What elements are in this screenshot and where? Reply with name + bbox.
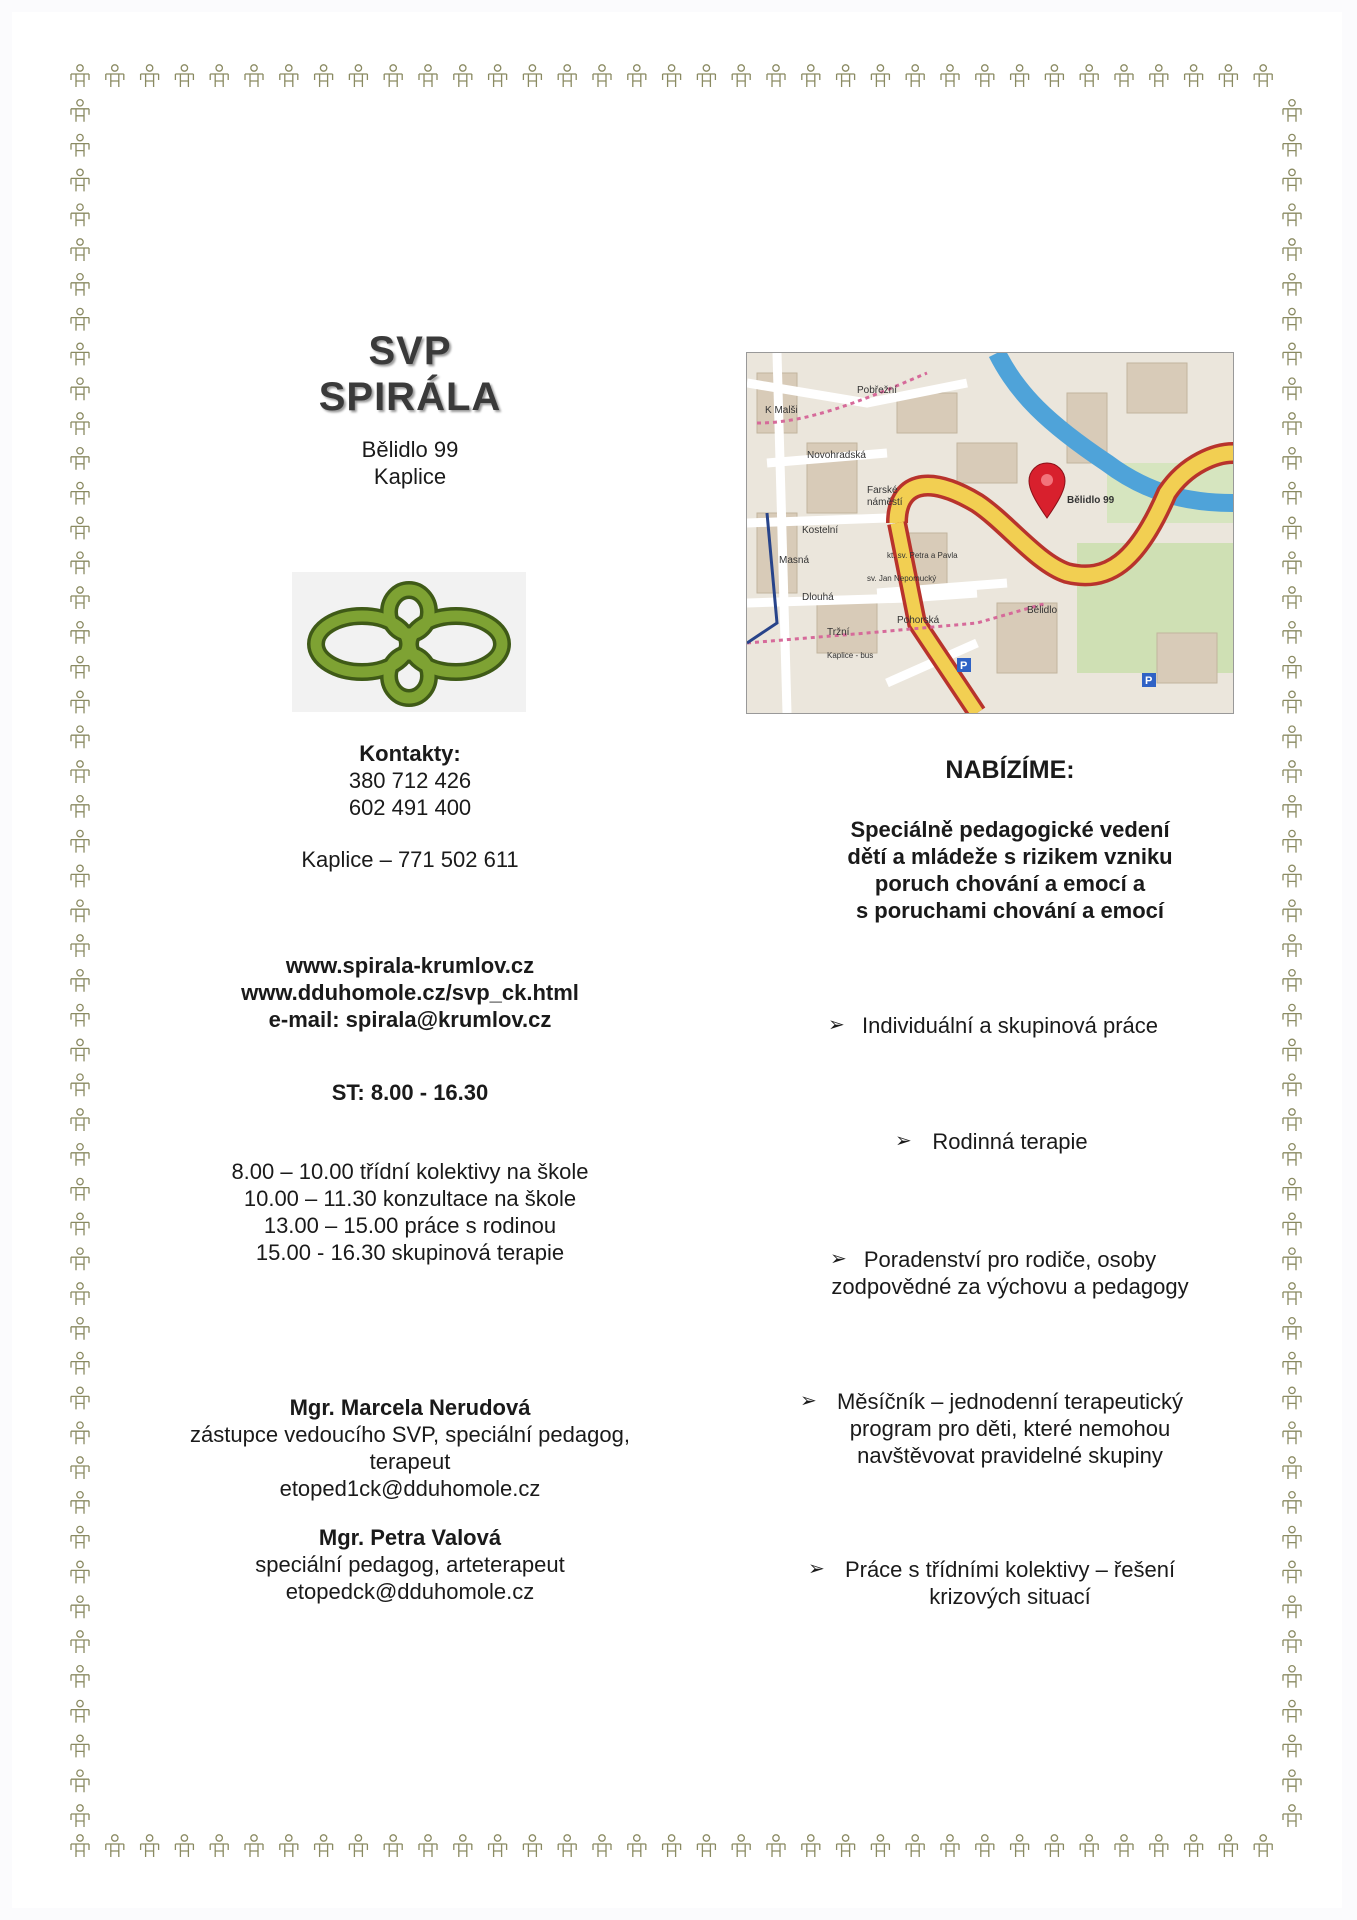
map-label: Kaplice - bus	[827, 651, 874, 660]
street-map	[747, 353, 1233, 713]
phone-2: 602 491 400	[348, 795, 472, 820]
person-figure-icon	[1283, 1666, 1301, 1688]
hours-block	[180, 1079, 640, 1106]
person-figure-icon	[1283, 517, 1301, 539]
address-street: Bělidlo 99	[361, 437, 459, 462]
person-figure-icon	[454, 65, 472, 87]
staff-name: Mgr. Marcela Nerudová	[289, 1395, 531, 1420]
person-figure-icon	[71, 622, 89, 644]
person-figure-icon	[71, 1144, 89, 1166]
person-figure-icon	[767, 1835, 785, 1857]
person-figure-icon	[1045, 65, 1063, 87]
map-label: Novohradská	[807, 450, 866, 461]
person-figure-icon	[106, 1835, 124, 1857]
person-figure-icon	[71, 1422, 89, 1444]
person-figure-icon	[71, 1039, 89, 1061]
person-figure-icon	[1283, 204, 1301, 226]
person-figure-icon	[1283, 691, 1301, 713]
intro-line: poruch chování a emocí a	[874, 871, 1146, 896]
person-figure-icon	[1283, 552, 1301, 574]
person-figure-icon	[1283, 1039, 1301, 1061]
person-figure-icon	[71, 1283, 89, 1305]
person-figure-icon	[871, 1835, 889, 1857]
title-spirala: SPIRÁLA	[318, 375, 502, 419]
person-figure-icon	[71, 204, 89, 226]
staff-block-1	[180, 1394, 640, 1502]
person-figure-icon	[837, 65, 855, 87]
person-figure-icon	[141, 65, 159, 87]
knot-logo-icon	[292, 572, 526, 712]
staff-block-2	[180, 1524, 640, 1605]
person-figure-icon	[1283, 1178, 1301, 1200]
person-figure-icon	[210, 1835, 228, 1857]
person-figure-icon	[1283, 1770, 1301, 1792]
intro-line: s poruchami chování a emocí	[855, 898, 1165, 923]
intro-line: Speciálně pedagogické vedení	[850, 817, 1170, 842]
web-block	[180, 952, 640, 1033]
arrow-bullet-icon: ➢	[830, 1248, 847, 1270]
person-figure-icon	[1045, 1835, 1063, 1857]
person-figure-icon	[71, 1526, 89, 1548]
person-figure-icon	[71, 900, 89, 922]
schedule-item: 15.00 - 16.30 skupinová terapie	[255, 1240, 565, 1265]
person-figure-icon	[1283, 1144, 1301, 1166]
person-figure-icon	[523, 65, 541, 87]
person-figure-icon	[1219, 1835, 1237, 1857]
website-link-1[interactable]: www.spirala-krumlov.cz	[285, 953, 535, 978]
staff-email[interactable]: etopedck@dduhomole.cz	[285, 1579, 535, 1604]
staff-role: terapeut	[369, 1449, 451, 1474]
person-figure-icon	[71, 134, 89, 156]
person-figure-icon	[1283, 1735, 1301, 1757]
person-figure-icon	[1283, 1596, 1301, 1618]
person-figure-icon	[1283, 656, 1301, 678]
phone-1: 380 712 426	[348, 768, 472, 793]
person-figure-icon	[1283, 1631, 1301, 1653]
person-figure-icon	[71, 517, 89, 539]
person-figure-icon	[732, 65, 750, 87]
person-figure-icon	[71, 1561, 89, 1583]
person-figure-icon	[71, 1352, 89, 1374]
person-figure-icon	[71, 1109, 89, 1131]
person-figure-icon	[1150, 1835, 1168, 1857]
person-figure-icon	[71, 1631, 89, 1653]
map-label: náměstí	[867, 497, 903, 508]
person-figure-icon	[1115, 1835, 1133, 1857]
person-figure-icon	[349, 65, 367, 87]
person-figure-icon	[1283, 1422, 1301, 1444]
person-figure-icon	[175, 65, 193, 87]
person-figure-icon	[976, 65, 994, 87]
person-figure-icon	[71, 1492, 89, 1514]
person-figure-icon	[71, 1805, 89, 1827]
person-figure-icon	[1283, 1387, 1301, 1409]
svg-text:P: P	[1145, 675, 1153, 687]
offer-item: ➢ Poradenství pro rodiče, osoby zodpovědné za výchovu a pedagogy	[830, 1247, 1189, 1299]
person-figure-icon	[802, 65, 820, 87]
person-figure-icon	[1283, 1074, 1301, 1096]
schedule-item: 8.00 – 10.00 třídní kolektivy na škole	[231, 1159, 589, 1184]
person-figure-icon	[71, 413, 89, 435]
person-figure-icon	[1283, 622, 1301, 644]
map-label: sv. Jan Nepomucký	[867, 574, 937, 583]
person-figure-icon	[663, 65, 681, 87]
person-figure-icon	[1283, 726, 1301, 748]
person-figure-icon	[210, 65, 228, 87]
person-figure-icon	[489, 1835, 507, 1857]
offer-item: ➢ Rodinná terapie	[895, 1129, 1088, 1154]
opening-hours: ST: 8.00 - 16.30	[331, 1080, 489, 1105]
person-figure-icon	[71, 169, 89, 191]
logo	[292, 572, 526, 712]
person-figure-icon	[628, 1835, 646, 1857]
person-figure-icon	[71, 1178, 89, 1200]
person-figure-icon	[71, 1735, 89, 1757]
schedule-block	[180, 1158, 640, 1266]
person-figure-icon	[71, 308, 89, 330]
person-figure-icon	[71, 378, 89, 400]
person-figure-icon	[71, 587, 89, 609]
person-figure-icon	[71, 830, 89, 852]
person-figure-icon	[1283, 1805, 1301, 1827]
person-figure-icon	[1283, 448, 1301, 470]
person-figure-icon	[1254, 1835, 1272, 1857]
person-figure-icon	[1283, 970, 1301, 992]
person-figure-icon	[941, 1835, 959, 1857]
map-label: Farské	[867, 485, 898, 496]
person-figure-icon	[71, 1004, 89, 1026]
map-label: Bělidlo	[1027, 605, 1058, 616]
offer-item: ➢ Individuální a skupinová práce	[828, 1013, 1158, 1038]
map-label: K Malši	[765, 405, 798, 416]
person-figure-icon	[1283, 900, 1301, 922]
person-figure-icon	[1283, 935, 1301, 957]
person-figure-icon	[593, 65, 611, 87]
offer-item: ➢ Měsíčník – jednodenní terapeutický program pro děti, které nemohou navštěvovat pravidelné skupiny	[800, 1389, 1184, 1468]
person-figure-icon	[280, 65, 298, 87]
person-figure-icon	[1219, 65, 1237, 87]
person-figure-icon	[71, 970, 89, 992]
person-figure-icon	[1283, 1700, 1301, 1722]
person-figure-icon	[71, 726, 89, 748]
person-figure-icon	[71, 1457, 89, 1479]
person-figure-icon	[315, 1835, 333, 1857]
person-figure-icon	[106, 65, 124, 87]
person-figure-icon	[1283, 1457, 1301, 1479]
person-figure-icon	[419, 65, 437, 87]
person-figure-icon	[454, 1835, 472, 1857]
person-figure-icon	[767, 65, 785, 87]
person-figure-icon	[558, 1835, 576, 1857]
person-figure-icon	[1283, 761, 1301, 783]
person-figure-icon	[1283, 1526, 1301, 1548]
person-figure-icon	[349, 1835, 367, 1857]
offer-heading: NABÍZÍME:	[945, 756, 1075, 784]
person-figure-icon	[976, 1835, 994, 1857]
person-figure-icon	[71, 274, 89, 296]
person-figure-icon	[1283, 796, 1301, 818]
person-figure-icon	[1185, 1835, 1203, 1857]
person-figure-icon	[1283, 1213, 1301, 1235]
address-city: Kaplice	[373, 464, 447, 489]
person-figure-icon	[71, 1770, 89, 1792]
person-figure-icon	[71, 1318, 89, 1340]
map-label: Kostelní	[802, 525, 839, 536]
map-label: Pobřežní	[857, 385, 898, 396]
person-figure-icon	[1283, 587, 1301, 609]
person-figure-icon	[1283, 274, 1301, 296]
website-link-2[interactable]: www.dduhomole.cz/svp_ck.html	[241, 980, 579, 1005]
person-figure-icon	[1283, 100, 1301, 122]
person-figure-icon	[71, 1596, 89, 1618]
person-figure-icon	[245, 65, 263, 87]
offer-intro	[780, 816, 1240, 924]
location-map[interactable]	[746, 352, 1234, 714]
person-figure-icon	[175, 1835, 193, 1857]
map-label: Tržní	[827, 627, 850, 638]
person-figure-icon	[523, 1835, 541, 1857]
person-figure-icon	[1283, 378, 1301, 400]
person-figure-icon	[71, 1074, 89, 1096]
person-figure-icon	[71, 239, 89, 261]
person-figure-icon	[384, 1835, 402, 1857]
person-figure-icon	[71, 796, 89, 818]
person-figure-icon	[1283, 1248, 1301, 1270]
person-figure-icon	[71, 865, 89, 887]
arrow-bullet-icon: ➢	[895, 1130, 912, 1152]
person-figure-icon	[71, 761, 89, 783]
title-svp: SVP	[368, 329, 452, 373]
person-figure-icon	[697, 65, 715, 87]
map-label: Masná	[779, 555, 810, 566]
person-figure-icon	[1283, 1109, 1301, 1131]
person-figure-icon	[489, 65, 507, 87]
staff-role: speciální pedagog, arteterapeut	[255, 1552, 565, 1577]
person-figure-icon	[558, 65, 576, 87]
map-label: Bělidlo 99	[1067, 495, 1115, 506]
person-figure-icon	[628, 65, 646, 87]
person-figure-icon	[1283, 169, 1301, 191]
person-figure-icon	[1011, 1835, 1029, 1857]
person-figure-icon	[1283, 1283, 1301, 1305]
person-figure-icon	[1283, 482, 1301, 504]
person-figure-icon	[663, 1835, 681, 1857]
person-figure-icon	[837, 1835, 855, 1857]
person-figure-icon	[71, 100, 89, 122]
parking-icon	[1142, 673, 1156, 687]
arrow-bullet-icon: ➢	[828, 1014, 845, 1036]
person-figure-icon	[593, 1835, 611, 1857]
person-figure-icon	[1283, 239, 1301, 261]
person-figure-icon	[71, 656, 89, 678]
contacts-block	[180, 740, 640, 873]
arrow-bullet-icon: ➢	[800, 1390, 817, 1412]
offer-item: ➢ Práce s třídními kolektivy – řešení krizových situací	[808, 1557, 1176, 1609]
person-figure-icon	[802, 1835, 820, 1857]
person-figure-icon	[71, 1213, 89, 1235]
person-figure-icon	[1080, 65, 1098, 87]
person-figure-icon	[1185, 65, 1203, 87]
person-figure-icon	[906, 65, 924, 87]
person-figure-icon	[1254, 65, 1272, 87]
person-figure-icon	[1011, 65, 1029, 87]
person-figure-icon	[1283, 343, 1301, 365]
person-figure-icon	[71, 1248, 89, 1270]
person-figure-icon	[71, 448, 89, 470]
svg-text:P: P	[960, 660, 968, 672]
staff-email[interactable]: etoped1ck@dduhomole.cz	[279, 1476, 541, 1501]
person-figure-icon	[1283, 413, 1301, 435]
map-label: kt. sv. Petra a Pavla	[887, 551, 958, 560]
person-figure-icon	[1115, 65, 1133, 87]
person-figure-icon	[1283, 1352, 1301, 1374]
staff-name: Mgr. Petra Valová	[318, 1525, 502, 1550]
person-figure-icon	[1283, 308, 1301, 330]
arrow-bullet-icon: ➢	[808, 1558, 825, 1580]
person-figure-icon	[906, 1835, 924, 1857]
map-label: Pohorská	[897, 615, 940, 626]
person-figure-icon	[315, 65, 333, 87]
person-figure-icon	[141, 1835, 159, 1857]
person-figure-icon	[1283, 134, 1301, 156]
header-block	[180, 328, 640, 490]
phone-kaplice: Kaplice – 771 502 611	[301, 847, 519, 872]
person-figure-icon	[280, 1835, 298, 1857]
schedule-item: 10.00 – 11.30 konzultace na škole	[243, 1186, 577, 1211]
person-figure-icon	[1150, 65, 1168, 87]
parking-icon	[957, 658, 971, 672]
person-figure-icon	[71, 1700, 89, 1722]
intro-line: dětí a mládeže s rizikem vzniku	[847, 844, 1173, 869]
person-figure-icon	[1283, 1561, 1301, 1583]
person-figure-icon	[1283, 1004, 1301, 1026]
person-figure-icon	[1283, 865, 1301, 887]
person-figure-icon	[71, 691, 89, 713]
person-figure-icon	[384, 65, 402, 87]
person-figure-icon	[732, 1835, 750, 1857]
staff-role: zástupce vedoucího SVP, speciální pedagog,	[190, 1422, 630, 1447]
person-figure-icon	[1080, 1835, 1098, 1857]
person-figure-icon	[1283, 1492, 1301, 1514]
person-figure-icon	[71, 343, 89, 365]
email-link[interactable]: e-mail: spirala@krumlov.cz	[268, 1007, 552, 1032]
person-figure-icon	[419, 1835, 437, 1857]
person-figure-icon	[871, 65, 889, 87]
person-figure-icon	[71, 482, 89, 504]
person-figure-icon	[71, 1666, 89, 1688]
person-figure-icon	[71, 552, 89, 574]
map-label: Dlouhá	[802, 592, 834, 603]
person-figure-icon	[71, 935, 89, 957]
person-figure-icon	[1283, 830, 1301, 852]
contacts-heading: Kontakty:	[359, 741, 461, 766]
schedule-item: 13.00 – 15.00 práce s rodinou	[263, 1213, 557, 1238]
person-figure-icon	[941, 65, 959, 87]
person-figure-icon	[1283, 1318, 1301, 1340]
person-figure-icon	[71, 1387, 89, 1409]
person-figure-icon	[71, 1835, 89, 1857]
person-figure-icon	[245, 1835, 263, 1857]
person-figure-icon	[697, 1835, 715, 1857]
person-figure-icon	[71, 65, 89, 87]
